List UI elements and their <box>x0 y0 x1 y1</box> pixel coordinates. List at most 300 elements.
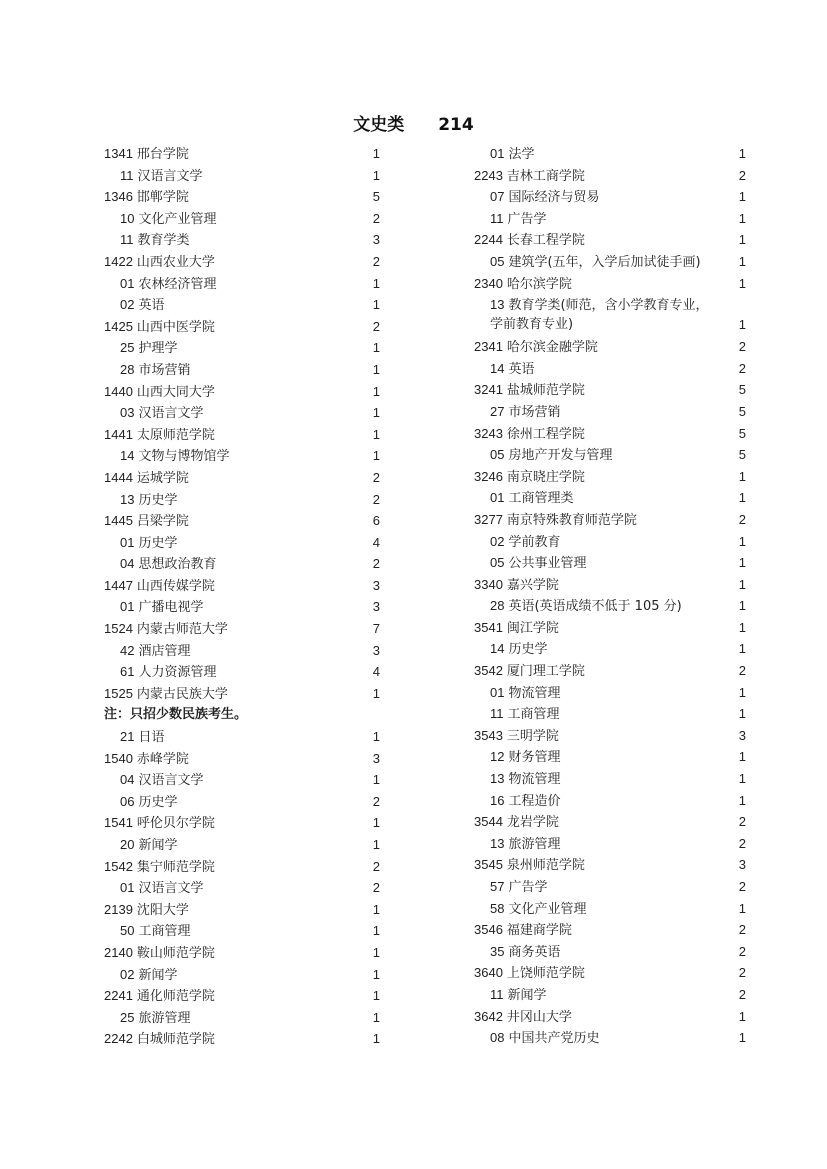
enrollment-count: 1 <box>738 1030 746 1046</box>
major-row <box>474 638 750 660</box>
enrollment-count: 1 <box>738 706 746 722</box>
major-name: 文化产业管理 <box>508 901 587 917</box>
school-name: 南京晓庄学院 <box>506 469 585 485</box>
major-name: 人力资源管理 <box>138 665 217 681</box>
enrollment-count: 3 <box>372 577 380 593</box>
major-name: 新闻学 <box>507 987 547 1003</box>
school-code: 1422 <box>104 253 133 269</box>
major-code: 01 <box>120 534 135 550</box>
major-name: 日语 <box>138 730 165 746</box>
major-code: 01 <box>120 599 135 615</box>
major-row <box>474 746 750 768</box>
major-name: 护理学 <box>138 341 178 357</box>
major-row <box>104 726 384 748</box>
major-row <box>474 833 750 855</box>
major-name: 工程造价 <box>508 793 561 809</box>
major-code: 14 <box>490 641 505 657</box>
major-code: 08 <box>490 1030 505 1046</box>
major-name: 工商管理 <box>138 924 191 940</box>
school-code: 1445 <box>104 513 133 529</box>
major-row <box>104 294 384 316</box>
enrollment-count: 2 <box>738 943 746 959</box>
major-row <box>474 941 750 963</box>
major-code: 11 <box>490 986 504 1002</box>
school-code: 3541 <box>474 619 503 635</box>
school-row <box>104 510 384 532</box>
major-name: 汉语言文学 <box>137 168 203 184</box>
major-code: 01 <box>490 146 505 161</box>
note-row <box>104 704 384 726</box>
school-name: 徐州工程学院 <box>506 426 585 442</box>
major-name: 历史学 <box>138 535 178 551</box>
major-row <box>104 596 384 618</box>
school-row <box>104 186 384 208</box>
enrollment-count: 2 <box>372 880 380 896</box>
enrollment-count: 1 <box>372 944 380 960</box>
major-name: 历史学 <box>508 642 548 658</box>
major-code: 14 <box>490 360 505 376</box>
major-name: 文物与博物馆学 <box>138 449 230 465</box>
school-code: 1444 <box>104 469 133 485</box>
enrollment-count: 2 <box>372 556 380 572</box>
enrollment-count: 1 <box>738 641 746 657</box>
major-name: 物流管理 <box>508 685 561 701</box>
school-name: 嘉兴学院 <box>506 577 559 593</box>
major-name: 英语 <box>508 361 535 377</box>
school-code: 1525 <box>104 685 133 701</box>
enrollment-count: 1 <box>372 340 380 356</box>
major-row <box>104 532 384 554</box>
school-code: 3241 <box>474 382 503 398</box>
school-name: 白城师范学院 <box>136 1032 215 1048</box>
enrollment-count: 2 <box>738 986 746 1002</box>
enrollment-count: 1 <box>372 361 380 377</box>
school-name: 南京特殊教育师范学院 <box>506 512 637 528</box>
school-row <box>104 316 384 338</box>
enrollment-count: 5 <box>738 447 746 463</box>
school-row <box>474 574 750 596</box>
enrollment-count: 1 <box>372 837 380 852</box>
school-name: 哈尔滨学院 <box>506 276 572 292</box>
school-name: 运城学院 <box>136 470 189 486</box>
school-name: 邢台学院 <box>136 147 189 162</box>
major-name: 学前教育 <box>508 534 561 550</box>
school-code: 3543 <box>474 727 503 743</box>
enrollment-count: 1 <box>738 749 746 765</box>
major-code: 21 <box>120 729 135 745</box>
school-code: 2244 <box>474 232 503 248</box>
major-row <box>474 401 750 423</box>
school-row <box>104 748 384 770</box>
major-row <box>474 143 750 165</box>
enrollment-count: 1 <box>372 901 380 917</box>
major-name: 英语 <box>138 298 165 314</box>
major-code: 11 <box>490 210 504 226</box>
major-row <box>104 359 384 381</box>
major-name: 广告学 <box>507 211 547 227</box>
school-row <box>104 143 384 165</box>
major-name: 物流管理 <box>508 772 561 788</box>
major-name: 建筑学(五年，入学后加试徒手画) <box>508 254 701 270</box>
major-code: 42 <box>120 642 135 658</box>
enrollment-count: 2 <box>738 663 746 679</box>
school-name: 闽江学院 <box>506 620 559 636</box>
enrollment-count: 2 <box>372 858 380 874</box>
enrollment-count: 1 <box>738 684 746 700</box>
school-name: 邯郸学院 <box>136 190 189 206</box>
enrollment-count: 1 <box>372 426 380 442</box>
school-name: 沈阳大学 <box>136 902 189 918</box>
enrollment-count: 1 <box>372 988 380 1004</box>
major-code: 05 <box>490 253 505 269</box>
major-name: 广告学 <box>508 880 548 895</box>
major-code: 04 <box>120 556 135 572</box>
major-name: 汉语言文学 <box>138 406 204 422</box>
school-row <box>104 381 384 403</box>
school-row <box>104 618 384 640</box>
enrollment-count: 1 <box>738 189 746 205</box>
major-code: 03 <box>120 405 135 421</box>
school-row <box>104 467 384 489</box>
enrollment-count: 1 <box>372 729 380 745</box>
school-row <box>474 165 750 187</box>
enrollment-count: 2 <box>738 511 746 527</box>
major-name: 酒店管理 <box>138 643 191 659</box>
school-row <box>104 424 384 446</box>
enrollment-count: 1 <box>738 468 746 484</box>
major-name: 旅游管理 <box>138 1010 191 1026</box>
school-code: 3243 <box>474 425 503 441</box>
school-name: 哈尔滨金融学院 <box>506 340 598 356</box>
category-title: 文史类 <box>353 115 405 135</box>
school-code: 1524 <box>104 621 133 637</box>
major-row <box>474 984 750 1006</box>
enrollment-count: 1 <box>372 167 380 183</box>
enrollment-count: 4 <box>372 534 380 550</box>
enrollment-count: 3 <box>372 750 380 766</box>
school-row <box>104 1028 384 1050</box>
major-row <box>474 552 750 574</box>
left-column <box>104 143 384 1050</box>
major-name: 文化产业管理 <box>138 211 217 227</box>
enrollment-count: 1 <box>738 533 746 549</box>
school-row <box>104 251 384 273</box>
enrollment-count: 6 <box>372 513 380 529</box>
enrollment-count: 4 <box>372 664 380 680</box>
major-row <box>104 273 384 295</box>
major-row <box>474 1027 750 1049</box>
school-name: 盐城师范学院 <box>506 383 585 399</box>
enrollment-count: 1 <box>738 900 746 916</box>
major-code: 14 <box>120 448 135 464</box>
school-name: 太原师范学院 <box>136 427 215 443</box>
major-code: 02 <box>490 533 505 549</box>
school-row <box>474 854 750 876</box>
major-row <box>474 358 750 380</box>
enrollment-count: 1 <box>738 771 746 787</box>
enrollment-count: 2 <box>372 253 380 269</box>
enrollment-count: 1 <box>738 253 746 269</box>
school-row <box>474 1006 750 1028</box>
school-code: 2140 <box>104 944 133 960</box>
enrollment-count: 1 <box>372 448 380 464</box>
major-name: 教育学类 <box>137 233 190 249</box>
school-code: 1441 <box>104 426 133 442</box>
school-code: 3246 <box>474 468 503 484</box>
major-name: 汉语言文学 <box>138 773 204 789</box>
school-row <box>474 229 750 251</box>
school-code: 1541 <box>104 815 133 831</box>
school-code: 2241 <box>104 988 133 1004</box>
school-row <box>474 273 750 295</box>
major-name: 市场营销 <box>508 404 561 420</box>
enrollment-count: 5 <box>372 189 380 205</box>
major-code: 58 <box>490 900 505 916</box>
major-code: 02 <box>120 297 135 313</box>
major-row <box>474 251 750 273</box>
enrollment-count: 1 <box>372 1009 380 1025</box>
school-row <box>104 575 384 597</box>
school-code: 3545 <box>474 857 503 873</box>
school-row <box>474 811 750 833</box>
school-row <box>104 683 384 705</box>
school-code: 3642 <box>474 1008 503 1024</box>
enrollment-count: 5 <box>738 425 746 441</box>
school-code: 2139 <box>104 901 133 917</box>
enrollment-count: 1 <box>372 923 380 939</box>
enrollment-count: 1 <box>738 555 746 571</box>
major-code: 13 <box>490 297 505 313</box>
major-row <box>104 489 384 511</box>
school-name: 山西中医学院 <box>136 319 215 335</box>
school-code: 1542 <box>104 858 133 874</box>
school-row <box>474 509 750 531</box>
enrollment-count: 2 <box>738 835 746 851</box>
major-name: 财务管理 <box>508 750 561 766</box>
enrollment-count: 1 <box>372 146 380 161</box>
major-row <box>474 531 750 553</box>
school-code: 2340 <box>474 275 503 291</box>
note-text: 注：只招少数民族考生。 <box>104 707 248 723</box>
major-name: 房地产开发与管理 <box>508 448 613 464</box>
enrollment-count: 2 <box>738 922 746 938</box>
enrollment-count: 2 <box>738 167 746 183</box>
school-name: 福建商学院 <box>506 923 572 939</box>
enrollment-count: 1 <box>372 772 380 788</box>
major-code: 05 <box>490 447 505 463</box>
enrollment-count: 2 <box>372 793 380 809</box>
major-code: 28 <box>120 361 135 377</box>
major-code: 25 <box>120 340 135 356</box>
major-name: 旅游管理 <box>508 836 561 852</box>
enrollment-count: 2 <box>738 814 746 830</box>
major-row <box>104 640 384 662</box>
school-row <box>104 942 384 964</box>
major-code: 04 <box>120 772 135 788</box>
enrollment-count: 2 <box>372 469 380 485</box>
school-code: 1341 <box>104 146 133 161</box>
school-name: 山西农业大学 <box>136 254 215 270</box>
school-name: 内蒙古师范大学 <box>136 622 228 638</box>
major-row <box>104 834 384 856</box>
major-code: 06 <box>120 793 135 809</box>
school-name: 呼伦贝尔学院 <box>136 816 215 832</box>
major-row <box>474 790 750 812</box>
school-row <box>104 856 384 878</box>
enrollment-count: 2 <box>738 879 746 894</box>
enrollment-count: 1 <box>372 383 380 399</box>
major-name: 思想政治教育 <box>138 557 217 573</box>
major-name: 国际经济与贸易 <box>508 190 600 206</box>
school-name: 厦门理工学院 <box>506 664 585 680</box>
major-name: 教育学类(师范，含小学教育专业， <box>508 298 709 314</box>
major-code: 25 <box>120 1009 135 1025</box>
school-row <box>474 725 750 747</box>
enrollment-count: 2 <box>738 965 746 981</box>
page-title <box>0 110 827 135</box>
enrollment-count: 3 <box>738 857 746 873</box>
major-name-continued: 学前教育专业) <box>490 317 574 333</box>
enrollment-count: 1 <box>372 297 380 313</box>
school-name: 上饶师范学院 <box>506 966 585 982</box>
school-name: 赤峰学院 <box>136 751 189 767</box>
major-code: 16 <box>490 792 505 808</box>
school-name: 山西传媒学院 <box>136 578 215 594</box>
school-row <box>474 617 750 639</box>
category-total: 214 <box>438 115 474 135</box>
enrollment-count: 1 <box>738 232 746 248</box>
enrollment-count: 1 <box>738 576 746 592</box>
school-row <box>474 423 750 445</box>
major-row <box>104 208 384 230</box>
school-code: 3277 <box>474 511 503 527</box>
right-column <box>474 143 750 1049</box>
major-code: 11 <box>120 232 134 248</box>
major-code: 61 <box>120 664 135 680</box>
major-name: 历史学 <box>138 794 178 810</box>
major-code: 28 <box>490 598 505 614</box>
major-name: 农林经济管理 <box>138 276 217 292</box>
enrollment-count: 1 <box>738 490 746 506</box>
major-name: 新闻学 <box>138 967 178 983</box>
major-name: 新闻学 <box>138 838 178 853</box>
school-code: 3544 <box>474 814 503 830</box>
major-row <box>474 294 750 336</box>
major-row <box>474 208 750 230</box>
enrollment-count: 3 <box>738 727 746 743</box>
school-code: 3640 <box>474 965 503 981</box>
school-code: 2243 <box>474 167 503 183</box>
enrollment-count: 2 <box>372 318 380 334</box>
enrollment-count: 3 <box>372 232 380 248</box>
major-row <box>104 920 384 942</box>
major-row <box>474 682 750 704</box>
major-code: 10 <box>120 210 135 226</box>
school-row <box>474 466 750 488</box>
major-code: 01 <box>120 275 135 291</box>
school-code: 3340 <box>474 576 503 592</box>
major-row <box>104 165 384 187</box>
enrollment-count: 1 <box>372 966 380 982</box>
major-code: 57 <box>490 879 505 894</box>
major-row <box>474 487 750 509</box>
major-row <box>104 661 384 683</box>
school-name: 通化师范学院 <box>136 989 215 1005</box>
major-name: 工商管理类 <box>508 491 574 507</box>
school-name: 山西大同大学 <box>136 384 215 400</box>
major-row <box>474 444 750 466</box>
major-row <box>104 877 384 899</box>
major-code: 01 <box>120 880 135 896</box>
major-row <box>474 186 750 208</box>
major-row <box>474 595 750 617</box>
school-name: 内蒙古民族大学 <box>136 686 228 702</box>
major-code: 02 <box>120 966 135 982</box>
school-row <box>104 985 384 1007</box>
enrollment-count: 2 <box>372 491 380 507</box>
school-name: 鞍山师范学院 <box>136 945 215 961</box>
enrollment-count: 5 <box>738 382 746 398</box>
enrollment-count: 1 <box>738 619 746 635</box>
enrollment-count: 1 <box>372 405 380 421</box>
enrollment-count: 2 <box>738 339 746 355</box>
major-row <box>104 769 384 791</box>
major-row <box>104 337 384 359</box>
major-row <box>104 791 384 813</box>
major-row <box>104 964 384 986</box>
enrollment-count: 1 <box>372 1031 380 1047</box>
enrollment-count: 5 <box>738 403 746 419</box>
school-name: 三明学院 <box>506 728 559 744</box>
school-name: 吉林工商学院 <box>506 168 585 184</box>
major-row <box>104 553 384 575</box>
major-code: 11 <box>120 167 134 183</box>
enrollment-count: 7 <box>372 621 380 637</box>
enrollment-count: 1 <box>738 598 746 614</box>
school-name: 龙岩学院 <box>506 815 559 831</box>
major-row <box>104 1007 384 1029</box>
school-row <box>104 812 384 834</box>
major-code: 01 <box>490 684 505 700</box>
major-name: 英语(英语成绩不低于 105 分) <box>508 599 682 615</box>
major-name: 工商管理 <box>507 707 560 723</box>
school-name: 长春工程学院 <box>506 233 585 249</box>
major-code: 05 <box>490 555 505 571</box>
enrollment-count: 1 <box>372 685 380 701</box>
school-code: 1425 <box>104 318 133 334</box>
school-row <box>474 336 750 358</box>
major-code: 13 <box>490 835 505 851</box>
major-row <box>474 768 750 790</box>
school-code: 1447 <box>104 577 133 593</box>
major-code: 12 <box>490 749 505 765</box>
major-row <box>104 229 384 251</box>
enrollment-count: 2 <box>738 360 746 376</box>
major-code: 20 <box>120 837 135 852</box>
school-name: 集宁师范学院 <box>136 859 215 875</box>
major-name: 广播电视学 <box>138 600 204 616</box>
school-row <box>104 899 384 921</box>
school-row <box>474 660 750 682</box>
major-name: 历史学 <box>138 492 178 508</box>
major-code: 27 <box>490 403 505 419</box>
enrollment-count: 1 <box>738 275 746 291</box>
enrollment-count: 3 <box>372 599 380 615</box>
enrollment-count: 1 <box>738 146 746 161</box>
school-name: 吕梁学院 <box>136 514 189 530</box>
enrollment-count: 1 <box>738 317 746 333</box>
major-name: 汉语言文学 <box>138 881 204 897</box>
